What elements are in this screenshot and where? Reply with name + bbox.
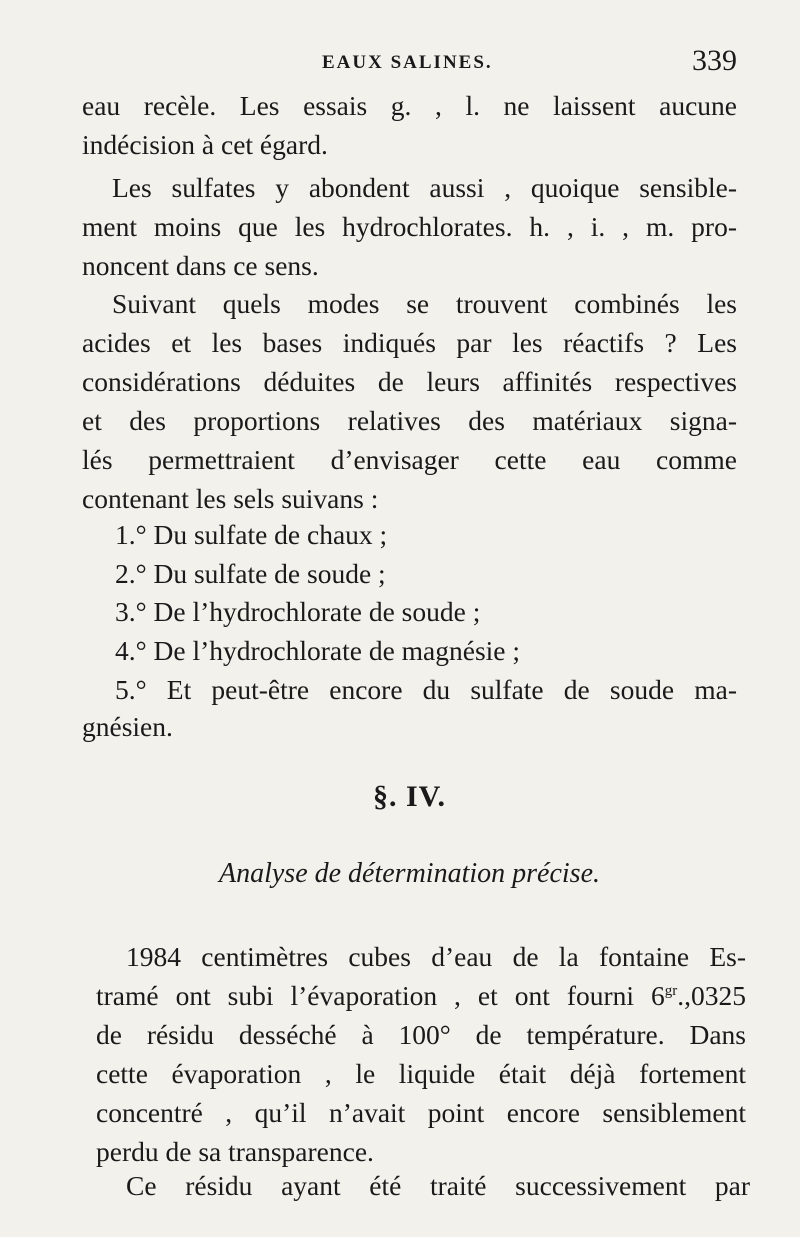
text-line: tramé ont subi l’évaporation , et ont fourni $6^{gr}.,0325$ [96,980,746,1011]
paragraph-1 [82,86,737,164]
text-line: concentré , qu’il n’avait point encore sensiblement [96,1097,746,1128]
text-line: noncent dans ce sens. [82,250,319,281]
list-item: 2.° Du sulfate de soude ; [115,558,386,589]
text-line: indécision à cet égard. [82,129,328,160]
paragraph-3 [82,284,737,518]
subsection-title: Analyse de détermination précise. [218,858,600,889]
text-line: Ce résidu ayant été traité successivement par [126,1170,750,1201]
list-item: 3.° De l’hydrochlorate de soude ; [115,596,481,627]
text-line: ment moins que les hydrochlorates. h. , i. , m. pro- [82,211,737,242]
text-line: perdu de sa transparence. [96,1136,374,1167]
text-line: de résidu desséché à 100° de température. Dans [96,1019,746,1050]
page-header [82,44,737,84]
text-line: et des proportions relatives des matériaux signa- [82,405,737,436]
list-continuation: gnésien. [82,711,173,742]
text-line: lés permettraient d’envisager cette eau comme [82,444,737,475]
text-line: considérations déduites de leurs affinités respectives [82,366,737,397]
paragraph-2 [82,168,737,285]
list-item: 4.° De l’hydrochlorate de magnésie ; [115,635,521,666]
paragraph-5 [96,1166,750,1205]
list-item: 5.° Et peut-être encore du sulfate de soude ma- [115,674,737,705]
text-line: Suivant quels modes se trouvent combinés les [112,288,737,319]
paragraph-4 [96,937,746,1171]
list-item: 1.° Du sulfate de chaux ; [115,519,388,550]
text-line: cette évaporation , le liquide était déjà fortement [96,1058,746,1089]
text-line: eau recèle. Les essais g. , l. ne laissent aucune [82,90,737,121]
running-head: EAUX SALINES. [322,52,493,73]
page-number: 339 [692,44,737,77]
text-line: 1984 centimètres cubes d’eau de la fontaine Es- [126,941,746,972]
text-line: contenant les sels suivans : [82,483,379,514]
text-line: Les sulfates y abondent aussi , quoique sensible- [112,172,737,203]
text-line: acides et les bases indiqués par les réactifs ? Les [82,327,737,358]
section-title: §. IV. [373,780,446,813]
